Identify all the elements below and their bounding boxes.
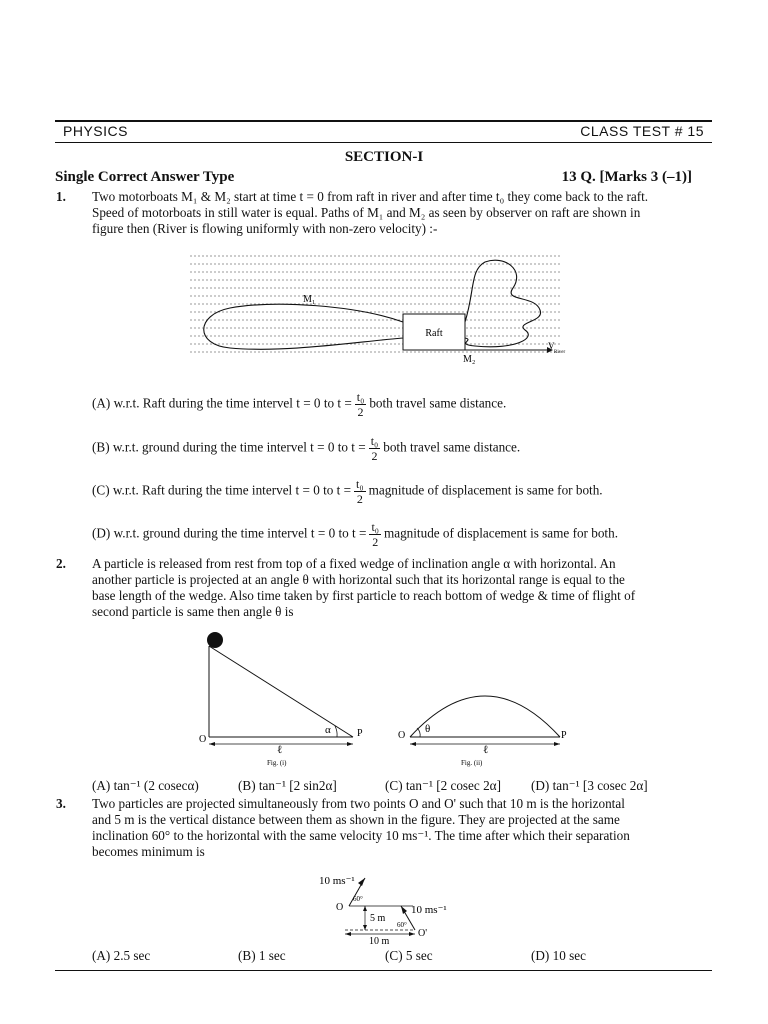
top-rule <box>55 120 712 122</box>
option-text: both travel same distance. <box>369 395 507 411</box>
q2-projectile-figure <box>395 680 575 770</box>
frac-num: t₀ <box>371 520 379 534</box>
option-text: (D) w.r.t. ground during the time intervel t = 0 to t = <box>92 525 367 541</box>
option-text: magnitude of displacement is same for both. <box>383 525 618 541</box>
v1-label: 10 ms⁻¹ <box>319 875 355 887</box>
q3-option-d[interactable]: (D) 10 sec <box>531 948 586 963</box>
alpha-label: α <box>325 724 331 736</box>
l-label: ℓ <box>277 744 283 756</box>
q1-text <box>92 189 712 237</box>
q1-river-figure <box>185 250 575 365</box>
v2-label: 10 ms⁻¹ <box>411 904 447 916</box>
fraction <box>369 520 381 549</box>
distance-label: 10 m <box>369 936 390 947</box>
option-text: (A) w.r.t. Raft during the time intervel t = 0 to t = <box>92 395 352 411</box>
q3-option-b[interactable]: (B) 1 sec <box>238 948 286 963</box>
frac-num: t₀ <box>356 390 365 404</box>
fraction <box>355 390 367 419</box>
frac-den: 2 <box>371 449 378 463</box>
theta-label: θ <box>425 723 431 735</box>
section-title: SECTION-I <box>344 149 424 165</box>
frac-num: t₀ <box>370 434 379 448</box>
q1-option-a[interactable] <box>92 390 506 419</box>
o-prime-label: O' <box>418 928 428 939</box>
option-text: (C) w.r.t. Raft during the time intervel t = 0 to t = <box>92 482 352 498</box>
q3-number: 3. <box>56 796 66 811</box>
q1-number: 1. <box>56 189 66 204</box>
fig-caption: Fig. (i) <box>267 759 287 767</box>
q1-option-c[interactable] <box>92 477 603 506</box>
p-label: P <box>561 730 567 741</box>
q1-line: Speed of motorboats in still water is equal. Paths of M₁ and M₂ as seen by observer on raft are shown in <box>92 205 641 220</box>
section-type: Single Correct Answer Type <box>55 169 235 185</box>
q2-text <box>92 556 712 620</box>
bottom-rule <box>55 970 712 971</box>
option-text: (B) w.r.t. ground during the time intervel t = 0 to t = <box>92 439 366 455</box>
o-label: O <box>336 902 344 913</box>
q2-line: base length of the wedge. Also time taken by first particle to reach bottom of wedge & time of flight of <box>92 588 636 603</box>
o-label: O <box>398 730 406 741</box>
q3-option-a[interactable]: (A) 2.5 sec <box>92 948 151 963</box>
test-label: CLASS TEST # 15 <box>580 123 704 139</box>
frac-den: 2 <box>372 535 379 549</box>
q1-option-b[interactable] <box>92 434 520 463</box>
q3-line: becomes minimum is <box>92 844 205 859</box>
o-label: O <box>199 734 207 745</box>
q3-option-c[interactable]: (C) 5 sec <box>385 948 433 963</box>
option-text: both travel same distance. <box>383 439 521 455</box>
q2-wedge-figure <box>195 630 375 770</box>
l-label: ℓ <box>483 744 489 756</box>
header-rule <box>55 142 712 143</box>
q2-option-a[interactable]: (A) tan⁻¹ (2 cosecα) <box>92 778 199 793</box>
angle1-label: 60° <box>353 895 363 903</box>
ball <box>207 632 223 648</box>
q2-option-d[interactable]: (D) tan⁻¹ [3 cosec 2α] <box>531 778 648 793</box>
q3-text <box>92 796 712 860</box>
v-river-sub: River <box>554 350 566 355</box>
q2-number: 2. <box>56 556 66 571</box>
subject-label: PHYSICS <box>63 123 128 139</box>
q2-line: second particle is same then angle θ is <box>92 604 294 619</box>
raft-label: Raft <box>425 328 443 339</box>
q2-option-b[interactable]: (B) tan⁻¹ [2 sin2α] <box>238 778 337 793</box>
q2-line: another particle is projected at an angle θ with horizontal such that its horizontal range is equal to the <box>92 572 625 587</box>
q3-line: Two particles are projected simultaneously from two points O and O' such that 10 m is the horizontal <box>92 796 625 811</box>
q1-line: figure then (River is flowing uniformly with non-zero velocity) :- <box>92 221 438 236</box>
frac-den: 2 <box>356 492 363 506</box>
option-text: magnitude of displacement is same for both. <box>368 482 603 498</box>
m1-label: M₁ <box>303 294 316 305</box>
q3-line: and 5 m is the vertical distance between them as shown in the figure. They are projected at the same <box>92 812 620 827</box>
q2-option-c[interactable]: (C) tan⁻¹ [2 cosec 2α] <box>385 778 501 793</box>
frac-den: 2 <box>357 405 364 419</box>
p-label: P <box>357 728 363 739</box>
height-label: 5 m <box>370 913 386 924</box>
fraction <box>369 434 381 463</box>
frac-num: t₀ <box>356 477 364 491</box>
section-marks: 13 Q. [Marks 3 (–1)] <box>561 169 692 185</box>
fraction <box>354 477 366 506</box>
q3-figure <box>315 868 475 948</box>
fig-caption: Fig. (ii) <box>461 759 483 767</box>
m2-label: M₂ <box>463 354 476 365</box>
q2-line: A particle is released from rest from top of a fixed wedge of inclination angle α with horizontal. An <box>92 556 616 571</box>
q1-line: Two motorboats M₁ & M₂ start at time t = 0 from raft in river and after time t₀ they come back to the raft. <box>92 189 649 204</box>
angle2-label: 60° <box>397 921 407 929</box>
v-river-label: V <box>548 341 555 351</box>
q1-option-d[interactable] <box>92 520 618 549</box>
q3-line: inclination 60° to the horizontal with the same velocity 10 ms⁻¹. The time after which their separation <box>92 828 630 843</box>
